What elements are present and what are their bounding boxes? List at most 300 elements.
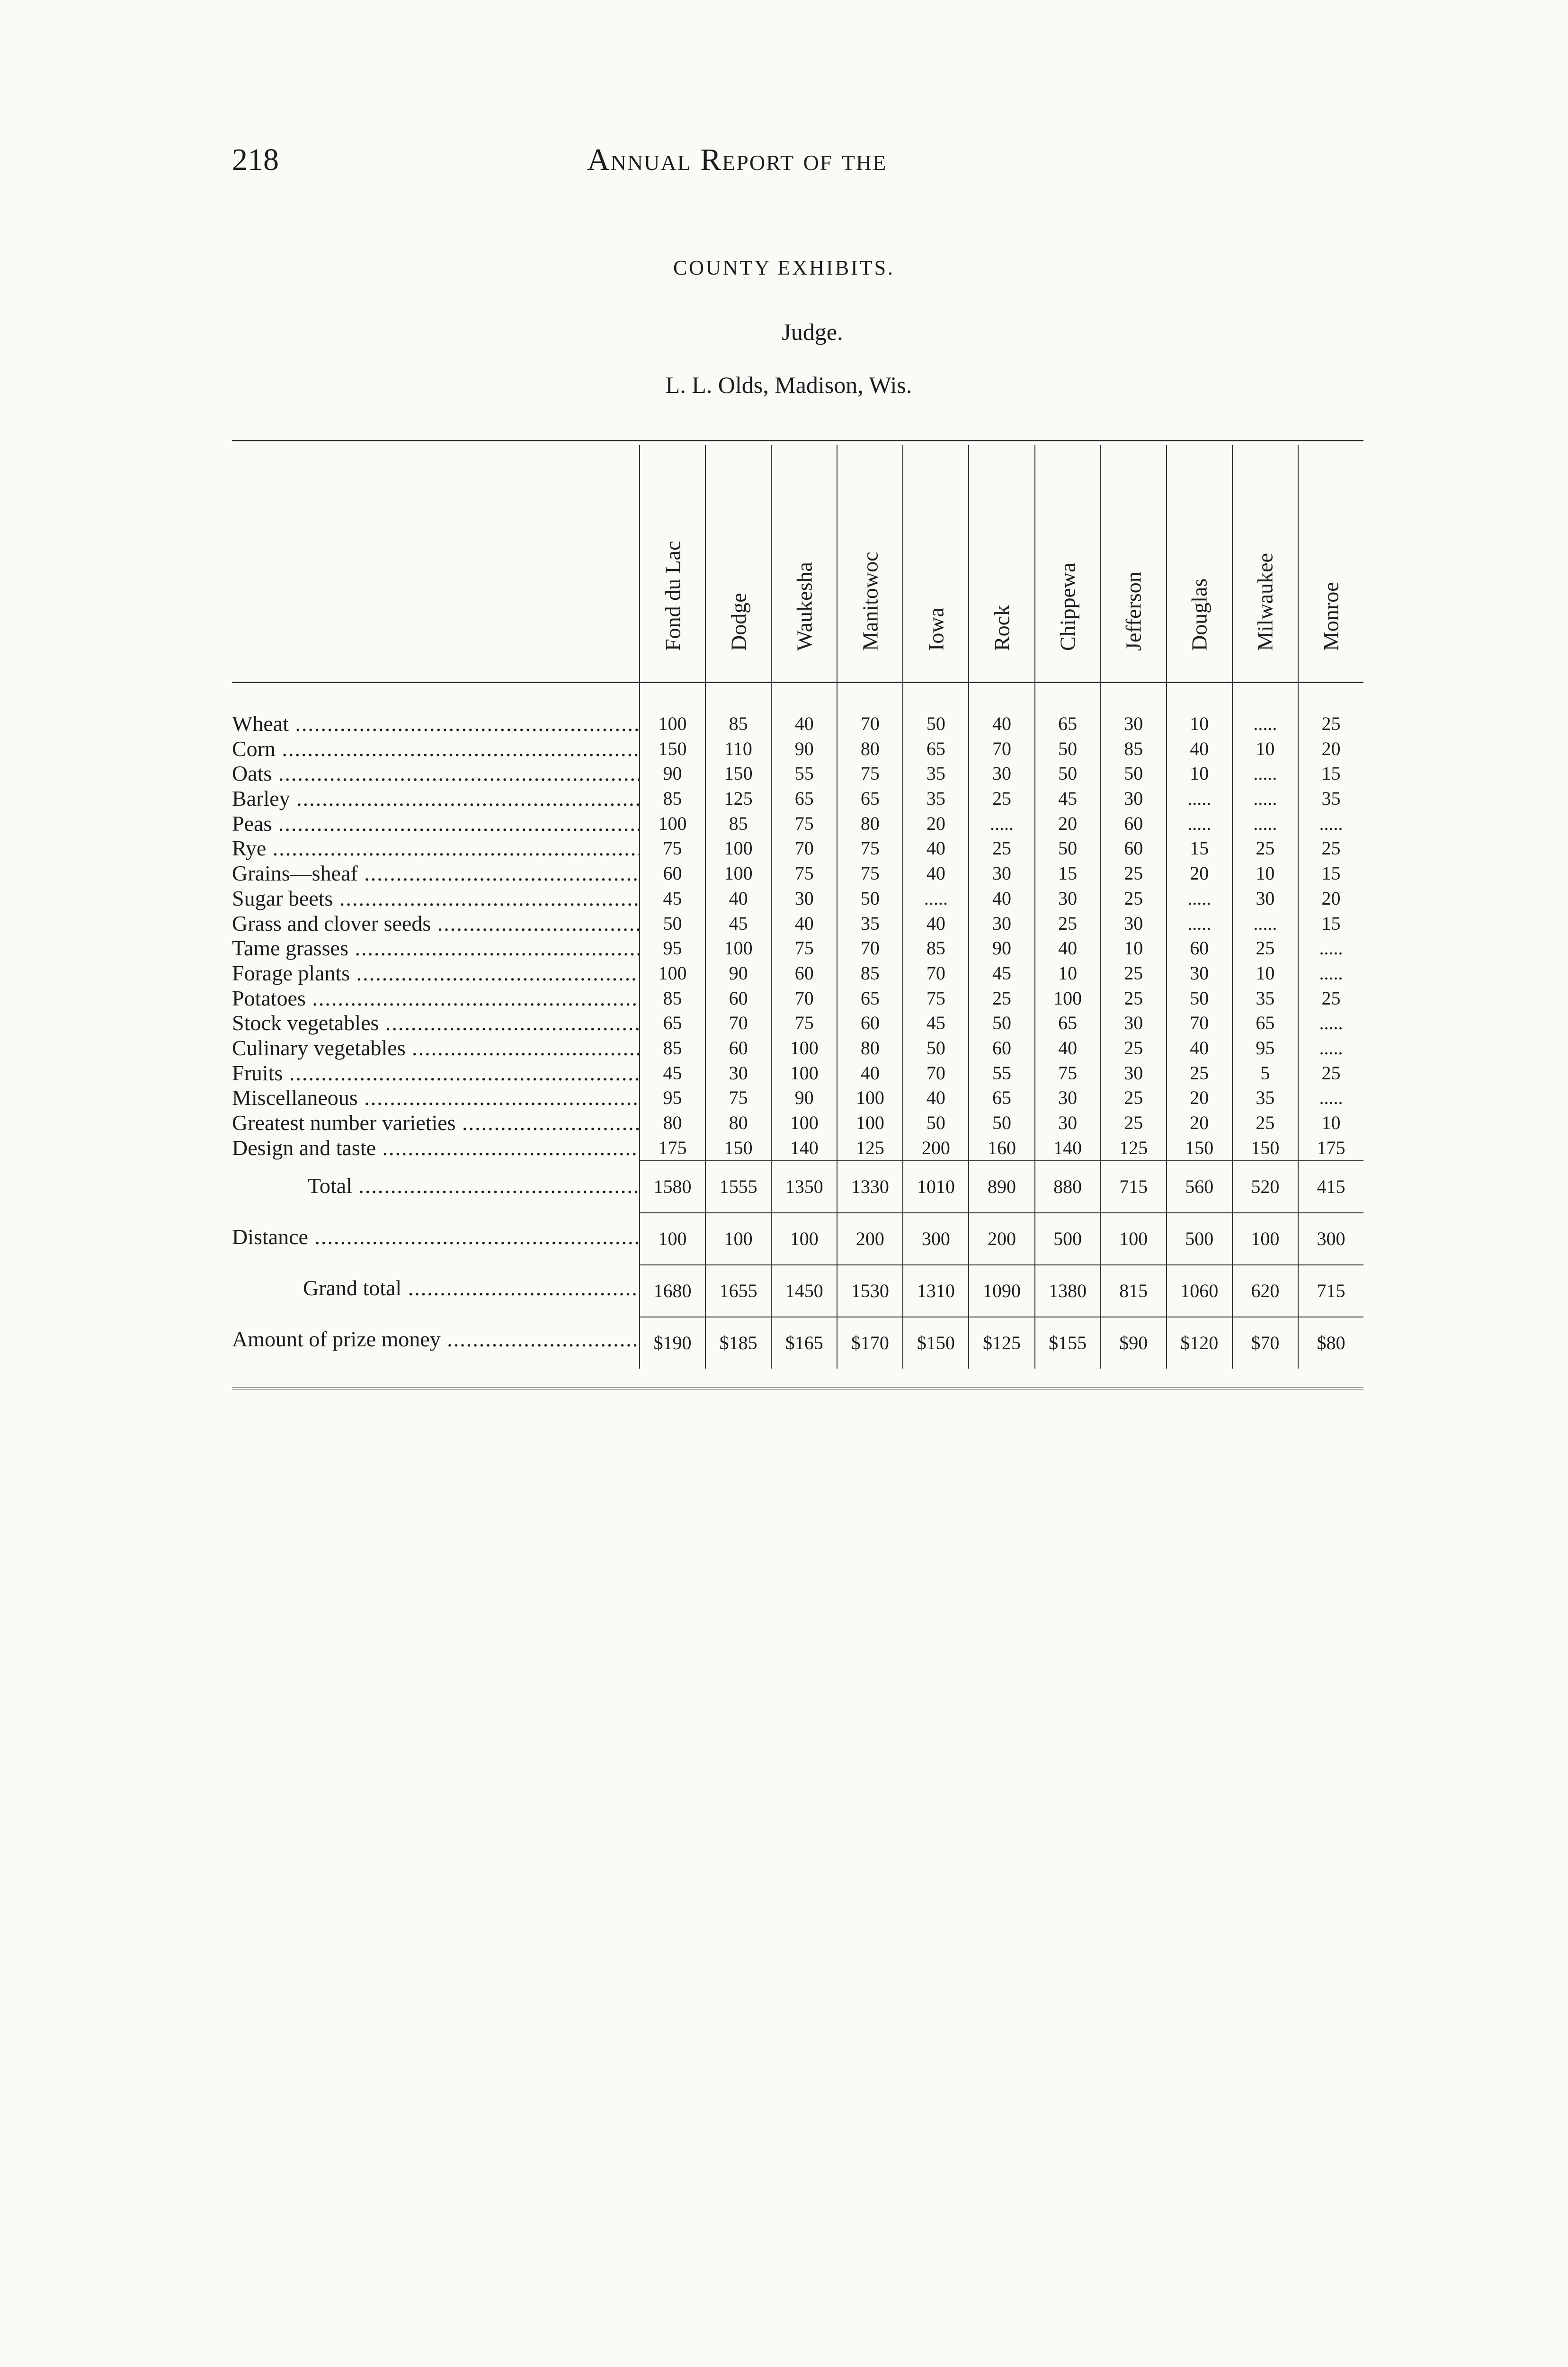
summary-cell: 620 xyxy=(1233,1264,1298,1317)
score-cell: 75 xyxy=(663,837,682,859)
summary-cell: 1330 xyxy=(837,1160,902,1212)
summary-cell: 880 xyxy=(1035,1160,1100,1212)
score-cell: ..... xyxy=(1253,788,1277,810)
score-cell: 140 xyxy=(790,1137,819,1158)
score-cell: 85 xyxy=(663,987,682,1009)
county-column xyxy=(837,445,902,1369)
county-name: Manitowoc xyxy=(858,552,882,651)
row-label: Miscellaneous ..... xyxy=(232,1086,639,1111)
summary-row-label: Amount of prize money ..... xyxy=(232,1314,639,1365)
score-cell: ..... xyxy=(1319,1037,1343,1059)
score-cell: 40 xyxy=(992,713,1012,734)
score-cell: 50 xyxy=(1058,738,1078,759)
score-cell: 75 xyxy=(860,863,880,884)
score-cell: 100 xyxy=(658,812,687,834)
summary-cell: $125 xyxy=(969,1317,1034,1369)
summary-cell: 415 xyxy=(1299,1160,1363,1212)
row-label: Potatoes ..... xyxy=(232,986,639,1011)
county-header-cell xyxy=(1035,445,1100,683)
summary-row-label: Distance ..... xyxy=(232,1211,639,1263)
summary-cell: 1350 xyxy=(772,1160,837,1212)
summary-cell: 300 xyxy=(903,1212,968,1264)
county-header-cell xyxy=(1299,445,1363,683)
score-cell: 25 xyxy=(992,987,1012,1009)
score-cell: 85 xyxy=(860,962,880,984)
row-label: Grass and clover seeds ..... xyxy=(232,911,639,936)
score-cell: 20 xyxy=(1190,1112,1209,1133)
county-name: Jefferson xyxy=(1121,571,1146,651)
score-cell: 40 xyxy=(926,1087,945,1109)
score-cell: 85 xyxy=(663,1037,682,1059)
score-cell: 125 xyxy=(724,788,753,810)
score-cell: ..... xyxy=(1319,1012,1343,1034)
summary-cell: $155 xyxy=(1035,1317,1100,1369)
score-cell: 10 xyxy=(1058,962,1078,984)
score-cell: 100 xyxy=(790,1112,819,1133)
summary-cell: 100 xyxy=(1101,1212,1166,1264)
score-cell: 10 xyxy=(1190,713,1209,734)
score-cell: 65 xyxy=(663,1012,682,1034)
score-cell: 200 xyxy=(921,1137,950,1158)
score-cell: 30 xyxy=(1058,1087,1078,1109)
county-name: Waukesha xyxy=(792,562,817,651)
score-cell: 40 xyxy=(926,837,945,859)
score-cell: 25 xyxy=(1058,912,1078,934)
score-cell: ..... xyxy=(1253,763,1277,784)
score-cell: 100 xyxy=(724,837,753,859)
summary-cell: 1090 xyxy=(969,1264,1034,1317)
score-cell: ..... xyxy=(1187,788,1212,810)
summary-cell: 200 xyxy=(969,1212,1034,1264)
score-cell: 150 xyxy=(1185,1137,1214,1158)
score-cell: 25 xyxy=(1256,937,1275,959)
score-cell: 25 xyxy=(1124,1037,1143,1059)
row-label: Peas ..... xyxy=(232,811,639,836)
county-column xyxy=(1166,445,1232,1369)
score-cell: 45 xyxy=(663,1062,682,1084)
score-cell: ..... xyxy=(1187,887,1212,909)
summary-cell: $190 xyxy=(640,1317,705,1369)
summary-cell: 890 xyxy=(969,1160,1034,1212)
score-cell: 30 xyxy=(1190,962,1209,984)
score-cell: 100 xyxy=(1053,987,1082,1009)
score-cell: 25 xyxy=(1321,713,1341,734)
score-cell: 60 xyxy=(1190,937,1209,959)
score-cell: 70 xyxy=(860,713,880,734)
score-cell: 75 xyxy=(1058,1062,1078,1084)
county-column xyxy=(1034,445,1100,1369)
score-cell: 40 xyxy=(729,887,748,909)
summary-cell: 1380 xyxy=(1035,1264,1100,1317)
score-cell: 60 xyxy=(860,1012,880,1034)
score-cell: 40 xyxy=(1058,1037,1078,1059)
score-cell: 10 xyxy=(1190,763,1209,784)
score-cell: 25 xyxy=(1124,962,1143,984)
score-cell: 65 xyxy=(1058,1012,1078,1034)
row-label: Forage plants ..... xyxy=(232,961,639,986)
county-column xyxy=(705,445,771,1369)
score-cell: 30 xyxy=(729,1062,748,1084)
score-cell: 100 xyxy=(658,713,687,734)
score-cell: 25 xyxy=(1124,863,1143,884)
score-cell: 25 xyxy=(1256,837,1275,859)
score-cell: 75 xyxy=(860,763,880,784)
score-cell: 25 xyxy=(1124,887,1143,909)
county-header-cell xyxy=(1101,445,1166,683)
summary-cell: $120 xyxy=(1167,1317,1232,1369)
bottom-rule xyxy=(232,1388,1363,1389)
row-label: Wheat ..... xyxy=(232,712,639,737)
score-cell: 80 xyxy=(860,1037,880,1059)
score-cell: 90 xyxy=(729,962,748,984)
score-cell: 30 xyxy=(1058,1112,1078,1133)
summary-row-label: Total ..... xyxy=(232,1160,639,1211)
score-cell: 175 xyxy=(658,1137,687,1158)
summary-cell: $165 xyxy=(772,1317,837,1369)
score-cell: 30 xyxy=(1124,713,1143,734)
score-cell: 85 xyxy=(729,713,748,734)
score-cell: 90 xyxy=(663,763,682,784)
score-cell: 75 xyxy=(794,812,814,834)
summary-cell: $150 xyxy=(903,1317,968,1369)
score-cell: 60 xyxy=(729,1037,748,1059)
score-cell: 90 xyxy=(992,937,1012,959)
score-cell: ..... xyxy=(1319,1087,1343,1109)
score-cell: 25 xyxy=(1124,1087,1143,1109)
county-column xyxy=(968,445,1034,1369)
score-cell: 100 xyxy=(724,863,753,884)
running-head: Annual Report of the xyxy=(587,142,887,177)
score-cell: ..... xyxy=(1253,713,1277,734)
score-cell: 50 xyxy=(1190,987,1209,1009)
score-cell: 100 xyxy=(724,937,753,959)
score-cell: 35 xyxy=(1321,788,1341,810)
county-column xyxy=(1232,445,1298,1369)
county-header-cell xyxy=(1233,445,1298,683)
score-cell: 40 xyxy=(926,863,945,884)
score-cell: 95 xyxy=(663,937,682,959)
score-cell: 20 xyxy=(1321,738,1341,759)
row-label: Rye ..... xyxy=(232,836,639,861)
county-header-cell xyxy=(640,445,705,683)
score-cell: 25 xyxy=(1256,1112,1275,1133)
county-name: Fond du Lac xyxy=(660,541,685,651)
summary-cell: $70 xyxy=(1233,1317,1298,1369)
score-cell: 30 xyxy=(992,863,1012,884)
score-cell: 65 xyxy=(860,788,880,810)
row-label: Fruits ..... xyxy=(232,1061,639,1086)
judge-label: Judge. xyxy=(782,319,843,345)
score-cell: 90 xyxy=(794,738,814,759)
county-header-cell xyxy=(772,445,837,683)
score-cell: 70 xyxy=(992,738,1012,759)
page-header xyxy=(232,142,1027,180)
score-cell: 25 xyxy=(1321,837,1341,859)
score-cell: 10 xyxy=(1321,1112,1341,1133)
score-cell: ..... xyxy=(924,887,948,909)
score-cell: 50 xyxy=(1058,837,1078,859)
summary-cell: $90 xyxy=(1101,1317,1166,1369)
score-cell: 35 xyxy=(1256,987,1275,1009)
score-cell: 20 xyxy=(1190,1087,1209,1109)
summary-cell: 100 xyxy=(640,1212,705,1264)
score-cell: 50 xyxy=(926,713,945,734)
score-cell: 80 xyxy=(860,738,880,759)
score-cell: 75 xyxy=(794,1012,814,1034)
score-cell: 80 xyxy=(729,1112,748,1133)
score-cell: 20 xyxy=(1321,887,1341,909)
summary-cell: 1655 xyxy=(706,1264,771,1317)
score-cell: 65 xyxy=(992,1087,1012,1109)
summary-row-label: Grand total ..... xyxy=(232,1263,639,1314)
summary-cell: 1580 xyxy=(640,1160,705,1212)
score-cell: 25 xyxy=(992,788,1012,810)
score-cell: 40 xyxy=(860,1062,880,1084)
score-cell: 20 xyxy=(1190,863,1209,884)
header-blank-cell xyxy=(232,445,639,683)
score-cell: 40 xyxy=(1058,937,1078,959)
county-column xyxy=(902,445,968,1369)
score-cell: 30 xyxy=(1058,887,1078,909)
score-cell: 65 xyxy=(1058,713,1078,734)
score-cell: ..... xyxy=(1253,812,1277,834)
score-cell: 50 xyxy=(926,1037,945,1059)
score-cell: 60 xyxy=(663,863,682,884)
score-cell: 100 xyxy=(658,962,687,984)
summary-cell: 815 xyxy=(1101,1264,1166,1317)
score-cell: 10 xyxy=(1256,738,1275,759)
score-cell: ..... xyxy=(1319,812,1343,834)
summary-cell: 1555 xyxy=(706,1160,771,1212)
score-cell: 15 xyxy=(1321,863,1341,884)
score-cell: 160 xyxy=(988,1137,1016,1158)
county-header-cell xyxy=(706,445,771,683)
county-header-cell xyxy=(969,445,1034,683)
score-cell: 85 xyxy=(729,812,748,834)
score-cell: 30 xyxy=(1124,912,1143,934)
score-cell: ..... xyxy=(1319,937,1343,959)
score-cell: 175 xyxy=(1317,1137,1345,1158)
score-cell: 45 xyxy=(729,912,748,934)
score-cell: ..... xyxy=(1253,912,1277,934)
top-rule xyxy=(232,440,1363,445)
section-title: COUNTY EXHIBITS. xyxy=(673,256,895,279)
row-label: Design and taste ..... xyxy=(232,1136,639,1161)
score-cell: 95 xyxy=(1256,1037,1275,1059)
score-cell: 75 xyxy=(794,863,814,884)
score-cell: 80 xyxy=(860,812,880,834)
score-cell: ..... xyxy=(1319,962,1343,984)
score-cell: 40 xyxy=(926,912,945,934)
score-cell: 35 xyxy=(926,763,945,784)
score-cell: 100 xyxy=(855,1112,884,1133)
score-cell: 40 xyxy=(1190,738,1209,759)
summary-cell: 520 xyxy=(1233,1160,1298,1212)
score-cell: 30 xyxy=(992,763,1012,784)
row-label-column xyxy=(232,445,639,1369)
summary-cell: 1060 xyxy=(1167,1264,1232,1317)
county-name: Rock xyxy=(989,605,1014,651)
row-label: Barley ..... xyxy=(232,786,639,811)
score-cell: 150 xyxy=(724,1137,753,1158)
summary-cell: $170 xyxy=(837,1317,902,1369)
score-cell: 40 xyxy=(794,912,814,934)
county-header-cell xyxy=(837,445,902,683)
score-cell: 45 xyxy=(926,1012,945,1034)
county-name: Douglas xyxy=(1187,578,1212,651)
row-label: Corn ..... xyxy=(232,737,639,762)
score-cell: 85 xyxy=(926,937,945,959)
score-cell: ..... xyxy=(990,812,1014,834)
score-cell: 150 xyxy=(658,738,687,759)
score-cell: 25 xyxy=(1321,1062,1341,1084)
score-cell: 70 xyxy=(860,937,880,959)
summary-cell: 1530 xyxy=(837,1264,902,1317)
row-label: Culinary vegetables ..... xyxy=(232,1036,639,1061)
county-name: Iowa xyxy=(924,607,948,651)
score-cell: 100 xyxy=(855,1087,884,1109)
county-column xyxy=(639,445,705,1369)
summary-cell: 1450 xyxy=(772,1264,837,1317)
county-column xyxy=(1100,445,1166,1369)
score-cell: 30 xyxy=(794,887,814,909)
summary-cell: 500 xyxy=(1035,1212,1100,1264)
score-cell: 60 xyxy=(1124,812,1143,834)
county-name: Monroe xyxy=(1319,582,1343,651)
summary-cell: $185 xyxy=(706,1317,771,1369)
score-cell: 25 xyxy=(992,837,1012,859)
summary-cell: 200 xyxy=(837,1212,902,1264)
score-cell: 85 xyxy=(663,788,682,810)
summary-cell: 100 xyxy=(1233,1212,1298,1264)
summary-cell: 1310 xyxy=(903,1264,968,1317)
score-cell: 35 xyxy=(1256,1087,1275,1109)
summary-cell: 1010 xyxy=(903,1160,968,1212)
score-cell: 95 xyxy=(663,1087,682,1109)
row-label: Greatest number varieties ..... xyxy=(232,1111,639,1136)
score-cell: 30 xyxy=(1124,1012,1143,1034)
score-cell: 75 xyxy=(794,937,814,959)
score-cell: 50 xyxy=(926,1112,945,1133)
summary-cell: 500 xyxy=(1167,1212,1232,1264)
score-cell: 65 xyxy=(1256,1012,1275,1034)
score-cell: 15 xyxy=(1058,863,1078,884)
score-cell: 150 xyxy=(724,763,753,784)
score-cell: 30 xyxy=(1256,887,1275,909)
summary-cell: 100 xyxy=(772,1212,837,1264)
county-column xyxy=(1298,445,1363,1369)
score-cell: 60 xyxy=(729,987,748,1009)
score-cell: 45 xyxy=(992,962,1012,984)
score-cell: 20 xyxy=(1058,812,1078,834)
summary-cell: $80 xyxy=(1299,1317,1363,1369)
county-name: Chippewa xyxy=(1055,562,1080,651)
summary-cell: 715 xyxy=(1299,1264,1363,1317)
score-cell: 15 xyxy=(1321,912,1341,934)
score-cell: 125 xyxy=(1119,1137,1148,1158)
row-label: Oats ..... xyxy=(232,761,639,786)
score-cell: 90 xyxy=(794,1087,814,1109)
score-cell: 70 xyxy=(794,987,814,1009)
score-cell: 65 xyxy=(794,788,814,810)
score-cell: 55 xyxy=(794,763,814,784)
score-cell: 25 xyxy=(1190,1062,1209,1084)
county-name: Milwaukee xyxy=(1253,553,1277,651)
summary-cell: 100 xyxy=(706,1212,771,1264)
summary-cell: 300 xyxy=(1299,1212,1363,1264)
score-cell: 70 xyxy=(1190,1012,1209,1034)
table-grid xyxy=(232,445,1363,1369)
score-cell: 10 xyxy=(1256,863,1275,884)
score-cell: 140 xyxy=(1053,1137,1082,1158)
score-cell: 85 xyxy=(1124,738,1143,759)
score-cell: 55 xyxy=(992,1062,1012,1084)
score-cell: 30 xyxy=(1124,1062,1143,1084)
row-label: Tame grasses ..... xyxy=(232,936,639,961)
score-cell: 50 xyxy=(1058,763,1078,784)
score-cell: 10 xyxy=(1124,937,1143,959)
score-cell: ..... xyxy=(1187,912,1212,934)
score-cell: 70 xyxy=(926,1062,945,1084)
score-cell: 100 xyxy=(790,1037,819,1059)
summary-cell: 715 xyxy=(1101,1160,1166,1212)
score-cell: 30 xyxy=(992,912,1012,934)
row-label: Sugar beets ..... xyxy=(232,886,639,911)
score-cell: 110 xyxy=(724,738,752,759)
row-label: Stock vegetables ..... xyxy=(232,1011,639,1036)
score-cell: 15 xyxy=(1321,763,1341,784)
county-header-cell xyxy=(1167,445,1232,683)
row-label: Grains—sheaf ..... xyxy=(232,861,639,886)
score-cell: 50 xyxy=(992,1012,1012,1034)
score-cell: 15 xyxy=(1190,837,1209,859)
score-cell: 70 xyxy=(794,837,814,859)
score-cell: 75 xyxy=(729,1087,748,1109)
score-cell: 75 xyxy=(860,837,880,859)
score-cell: 60 xyxy=(992,1037,1012,1059)
county-header-cell xyxy=(903,445,968,683)
score-cell: 65 xyxy=(926,738,945,759)
score-cell: 60 xyxy=(1124,837,1143,859)
score-cell: 45 xyxy=(663,887,682,909)
score-cell: 35 xyxy=(860,912,880,934)
score-cell: 70 xyxy=(729,1012,748,1034)
score-cell: 150 xyxy=(1251,1137,1280,1158)
score-cell: 40 xyxy=(1190,1037,1209,1059)
score-cell: 40 xyxy=(794,713,814,734)
score-cell: 20 xyxy=(926,812,945,834)
score-cell: 100 xyxy=(790,1062,819,1084)
summary-cell: 1680 xyxy=(640,1264,705,1317)
summary-cell: 560 xyxy=(1167,1160,1232,1212)
score-cell: 25 xyxy=(1124,1112,1143,1133)
score-cell: 25 xyxy=(1321,987,1341,1009)
score-cell: 70 xyxy=(926,962,945,984)
county-exhibits-table xyxy=(232,440,1363,1389)
score-cell: 45 xyxy=(1058,788,1078,810)
score-cell: 50 xyxy=(860,887,880,909)
county-column xyxy=(771,445,837,1369)
score-cell: 125 xyxy=(855,1137,884,1158)
score-cell: 50 xyxy=(992,1112,1012,1133)
score-cell: 5 xyxy=(1260,1062,1270,1084)
score-cell: 10 xyxy=(1256,962,1275,984)
county-name: Dodge xyxy=(726,593,751,651)
score-cell: 35 xyxy=(926,788,945,810)
score-cell: 80 xyxy=(663,1112,682,1133)
page-number: 218 xyxy=(232,142,279,177)
score-cell: 50 xyxy=(663,912,682,934)
